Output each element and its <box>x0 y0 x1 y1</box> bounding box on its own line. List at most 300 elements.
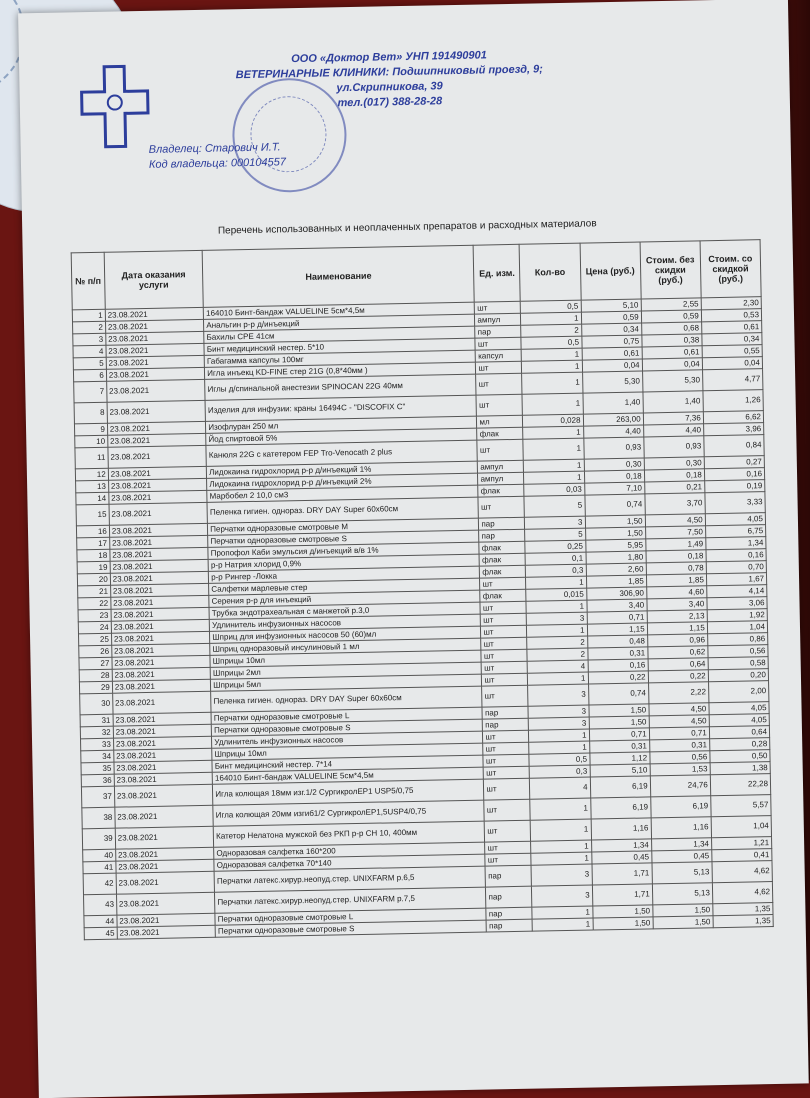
col-number-cell: 32 <box>80 726 113 739</box>
col-name-cell: Шприцы 10мл <box>210 650 481 667</box>
col-cost-discount-cell: 0,16 <box>704 468 764 481</box>
col-quantity-cell: 5 <box>524 495 585 517</box>
col-cost-discount-cell: 4,05 <box>709 702 769 715</box>
col-unit-cell: пар <box>483 718 529 731</box>
col-unit-cell: шт <box>477 439 523 461</box>
col-number-cell: 31 <box>80 714 113 727</box>
document-title: Перечень использованных и неоплаченных препаратов и расходных материалов <box>217 218 597 237</box>
col-name-cell: Перчатки латекс.хирур.неопуд.стер. UNIXFARM р.6,5 <box>214 866 486 892</box>
col-date-cell: 23.08.2021 <box>112 643 211 657</box>
col-date-cell: 23.08.2021 <box>108 478 207 492</box>
col-cost-discount-cell: 2,30 <box>701 297 761 310</box>
col-cost-discount-cell: 4,05 <box>705 513 765 526</box>
col-unit-cell: флак <box>478 484 524 497</box>
col-date-cell: 23.08.2021 <box>115 826 214 849</box>
col-price-cell: 0,71 <box>587 611 647 624</box>
col-cost-discount-cell: 1,92 <box>707 609 767 622</box>
col-price-cell: 0,59 <box>581 311 641 324</box>
col-cost-no-discount-cell: 0,21 <box>644 481 704 494</box>
col-date-header: Дата оказания услуги <box>104 250 203 309</box>
col-date-cell: 23.08.2021 <box>112 655 211 669</box>
col-number-cell: 40 <box>83 849 116 862</box>
col-price-cell: 0,75 <box>581 335 641 348</box>
col-number-cell: 1 <box>72 309 105 322</box>
col-price-cell: 7,10 <box>584 482 644 495</box>
col-price-cell: 0,04 <box>582 359 642 372</box>
col-number-cell: 21 <box>78 585 111 598</box>
col-name-cell: Одноразовая салфетка 160*200 <box>214 842 485 859</box>
col-date-cell: 23.08.2021 <box>115 805 214 828</box>
col-quantity-cell: 1 <box>521 312 581 325</box>
col-price-cell: 6,19 <box>590 797 651 819</box>
col-price-cell: 263,00 <box>583 413 643 426</box>
col-cost-no-discount-cell: 0,59 <box>641 310 701 323</box>
col-price-cell: 1,34 <box>591 839 651 852</box>
col-cost-discount-cell: 0,84 <box>704 435 765 457</box>
col-quantity-cell: 0,028 <box>523 414 583 427</box>
col-date-cell: 23.08.2021 <box>106 343 205 357</box>
col-price-cell: 0,61 <box>582 347 642 360</box>
col-cost-discount-cell: 6,75 <box>705 525 765 538</box>
col-date-cell: 23.08.2021 <box>113 724 212 738</box>
col-cost-discount-cell: 1,35 <box>713 903 773 916</box>
col-price-cell: 1,71 <box>592 863 653 885</box>
col-number-cell: 5 <box>73 357 106 370</box>
col-number-cell: 36 <box>81 774 114 787</box>
col-number-cell: 15 <box>76 504 109 526</box>
col-price-cell: 5,30 <box>582 371 643 393</box>
col-quantity-cell: 1 <box>532 918 592 931</box>
col-cost-no-discount-header: Стоим. без скидки (руб.) <box>640 241 701 299</box>
col-cost-no-discount-cell: 1,49 <box>645 538 705 551</box>
col-date-cell: 23.08.2021 <box>117 913 216 927</box>
col-date-cell: 23.08.2021 <box>109 490 208 504</box>
col-name-cell: 164010 Бинт-бандаж VALUELINE 5см*4,5м <box>203 302 474 319</box>
col-quantity-cell: 4 <box>530 777 591 799</box>
col-unit-cell: мл <box>477 415 523 428</box>
col-unit-cell: шт <box>480 577 526 590</box>
col-cost-discount-cell: 3,06 <box>707 597 767 610</box>
col-unit-cell: шт <box>476 361 522 374</box>
col-number-cell: 20 <box>77 573 110 586</box>
col-cost-no-discount-cell: 5,13 <box>652 862 713 884</box>
col-name-cell: Удлинитель инфузионных насосов <box>212 731 483 748</box>
col-cost-discount-cell: 4,62 <box>712 861 773 883</box>
col-cost-no-discount-cell: 0,45 <box>651 850 711 863</box>
col-quantity-cell: 1 <box>529 741 589 754</box>
col-number-cell: 43 <box>84 894 117 916</box>
col-number-cell: 24 <box>78 621 111 634</box>
col-quantity-cell: 1 <box>526 576 586 589</box>
col-quantity-cell: 0,3 <box>526 564 586 577</box>
col-unit-cell: флак <box>480 565 526 578</box>
col-unit-cell: шт <box>482 661 528 674</box>
col-cost-no-discount-cell: 4,50 <box>649 703 709 716</box>
col-name-cell: Бахилы CPE 41см <box>204 326 475 343</box>
col-quantity-cell: 3 <box>527 612 587 625</box>
col-cost-no-discount-cell: 1,34 <box>651 838 711 851</box>
col-date-cell: 23.08.2021 <box>116 871 215 894</box>
col-price-cell: 2,60 <box>586 563 646 576</box>
col-date-cell: 23.08.2021 <box>107 400 206 423</box>
col-unit-cell: шт <box>476 373 522 395</box>
col-quantity-cell: 1 <box>531 852 591 865</box>
col-quantity-cell: 0,03 <box>524 483 584 496</box>
col-number-cell: 38 <box>82 807 115 829</box>
col-date-cell: 23.08.2021 <box>112 691 211 714</box>
col-name-cell: Трубка эндотрахеальная с манжетой р.3,0 <box>209 602 480 619</box>
col-unit-cell: шт <box>475 337 521 350</box>
col-cost-discount-cell: 1,04 <box>711 816 772 838</box>
col-unit-cell: ампул <box>478 460 524 473</box>
col-number-cell: 30 <box>80 693 113 715</box>
col-unit-cell: шт <box>482 673 528 686</box>
col-cost-discount-cell: 0,16 <box>706 549 766 562</box>
col-quantity-cell: 1 <box>528 672 588 685</box>
col-date-cell: 23.08.2021 <box>109 502 208 525</box>
col-name-cell: Перчатки одноразовые смотровые L <box>215 908 486 925</box>
col-price-cell: 5,95 <box>585 539 645 552</box>
col-price-cell: 1,85 <box>586 575 646 588</box>
col-cost-no-discount-cell: 24,76 <box>650 775 711 797</box>
col-price-cell: 0,71 <box>589 728 649 741</box>
col-price-cell: 0,16 <box>588 659 648 672</box>
col-cost-no-discount-cell: 4,40 <box>643 424 703 437</box>
col-date-cell: 23.08.2021 <box>112 679 211 693</box>
col-date-cell: 23.08.2021 <box>106 331 205 345</box>
col-cost-discount-cell: 0,34 <box>702 333 762 346</box>
col-price-cell: 1,40 <box>582 392 643 414</box>
col-number-cell: 27 <box>79 657 112 670</box>
col-price-cell: 0,74 <box>584 494 645 516</box>
col-unit-cell: пар <box>485 865 531 887</box>
col-quantity-cell: 3 <box>528 705 588 718</box>
col-date-cell: 23.08.2021 <box>116 859 215 873</box>
col-name-cell: Шприц одноразовый инсулиновый 1 мл <box>210 638 481 655</box>
col-cost-no-discount-cell: 0,22 <box>648 670 708 683</box>
col-cost-no-discount-cell: 0,30 <box>644 457 704 470</box>
col-price-cell: 0,31 <box>587 647 647 660</box>
col-date-cell: 23.08.2021 <box>107 433 206 447</box>
col-cost-discount-cell: 0,50 <box>710 750 770 763</box>
col-quantity-cell: 1 <box>522 360 582 373</box>
col-price-cell: 6,19 <box>590 776 651 798</box>
col-unit-cell: пар <box>479 529 525 542</box>
col-cost-no-discount-cell: 2,55 <box>641 298 701 311</box>
col-cost-discount-cell: 0,19 <box>704 480 764 493</box>
col-cost-no-discount-cell: 3,70 <box>645 493 706 515</box>
col-unit-cell: шт <box>481 613 527 626</box>
col-unit-cell: шт <box>481 637 527 650</box>
col-name-header: Наименование <box>202 245 474 307</box>
col-date-cell: 23.08.2021 <box>110 547 209 561</box>
col-number-cell: 12 <box>75 468 108 481</box>
clinic-header <box>169 46 610 114</box>
col-date-cell: 23.08.2021 <box>105 319 204 333</box>
col-cost-discount-cell: 3,96 <box>703 423 763 436</box>
col-cost-no-discount-cell: 0,18 <box>644 469 704 482</box>
col-cost-discount-cell: 4,62 <box>712 882 773 904</box>
col-cost-discount-cell: 4,05 <box>709 714 769 727</box>
col-price-cell: 5,10 <box>590 764 650 777</box>
col-quantity-cell: 0,5 <box>529 753 589 766</box>
col-name-cell: 164010 Бинт-бандаж VALUELINE 5см*4,5м <box>212 767 483 784</box>
col-quantity-header: Кол-во <box>519 243 580 301</box>
col-price-cell: 4,40 <box>583 425 643 438</box>
col-name-cell: Салфетки марлевые стер <box>209 578 480 595</box>
col-date-cell: 23.08.2021 <box>110 583 209 597</box>
col-quantity-cell: 2 <box>527 636 587 649</box>
col-cost-discount-cell: 0,28 <box>709 738 769 751</box>
col-date-cell: 23.08.2021 <box>114 748 213 762</box>
col-name-cell: Шприцы 10мл <box>212 743 483 760</box>
col-name-cell: Пеленка гигиен. однораз. DRY DAY Super 60x60см <box>211 686 483 712</box>
col-date-cell: 23.08.2021 <box>110 571 209 585</box>
col-number-cell: 3 <box>73 333 106 346</box>
col-date-cell: 23.08.2021 <box>111 607 210 621</box>
col-cost-discount-cell: 0,41 <box>712 849 772 862</box>
col-price-cell: 306,90 <box>586 587 646 600</box>
col-date-cell: 23.08.2021 <box>114 772 213 786</box>
col-cost-discount-cell: 22,28 <box>710 774 771 796</box>
col-price-cell: 0,34 <box>581 323 641 336</box>
col-quantity-cell: 0,5 <box>521 300 581 313</box>
header-line-3: ул.Скрипникова, 39 <box>336 80 443 95</box>
col-cost-no-discount-cell: 0,78 <box>646 562 706 575</box>
col-price-header: Цена (руб.) <box>580 242 641 300</box>
col-quantity-cell: 3 <box>528 684 589 706</box>
col-name-cell: Пропофол Каби эмульсия д/инъекций в/в 1% <box>208 542 479 559</box>
col-cost-discount-cell: 3,33 <box>705 492 766 514</box>
col-cost-discount-cell: 6,62 <box>703 411 763 424</box>
col-cost-no-discount-cell: 0,71 <box>649 727 709 740</box>
col-price-cell: 1,50 <box>588 704 648 717</box>
col-cost-no-discount-cell: 1,16 <box>651 817 712 839</box>
col-unit-cell: пар <box>486 886 532 908</box>
clinic-cross-logo <box>79 61 151 152</box>
col-cost-discount-cell: 1,35 <box>713 915 773 928</box>
col-date-cell: 23.08.2021 <box>112 667 211 681</box>
col-name-cell: Изделия для инфузии: краны 16494С - "DISCOFIX C" <box>205 395 477 421</box>
col-name-cell: Перчатки одноразовые смотровые S <box>208 530 479 547</box>
col-quantity-cell: 2 <box>521 324 581 337</box>
col-unit-cell: шт <box>484 799 530 821</box>
col-price-cell: 1,15 <box>587 623 647 636</box>
col-date-cell: 23.08.2021 <box>111 631 210 645</box>
col-unit-cell: пар <box>475 325 521 338</box>
col-name-cell: Бинт медицинский нестер. 5*10 <box>204 338 475 355</box>
col-number-cell: 33 <box>81 738 114 751</box>
col-cost-no-discount-cell: 0,31 <box>649 739 709 752</box>
col-cost-no-discount-cell: 1,15 <box>647 622 707 635</box>
col-date-cell: 23.08.2021 <box>109 523 208 537</box>
col-cost-discount-cell: 1,26 <box>703 390 764 412</box>
col-quantity-cell: 1 <box>521 348 581 361</box>
col-unit-cell: шт <box>485 841 531 854</box>
col-cost-discount-cell: 0,04 <box>702 357 762 370</box>
col-name-cell: Шприцы 2мл <box>210 662 481 679</box>
col-cost-discount-cell: 5,57 <box>710 795 771 817</box>
col-cost-discount-cell: 4,77 <box>702 369 763 391</box>
col-quantity-cell: 2 <box>527 648 587 661</box>
col-price-cell: 1,50 <box>593 917 653 930</box>
col-unit-cell: шт <box>485 853 531 866</box>
col-quantity-cell: 1 <box>523 426 583 439</box>
col-quantity-cell: 1 <box>529 729 589 742</box>
col-quantity-cell: 1 <box>527 624 587 637</box>
col-cost-discount-cell: 0,56 <box>708 645 768 658</box>
col-cost-no-discount-cell: 0,38 <box>642 334 702 347</box>
col-number-cell: 10 <box>75 435 108 448</box>
header-line-4: тел.(017) 388-28-28 <box>337 95 443 110</box>
col-name-cell: Перчатки одноразовые смотровые М <box>208 518 479 535</box>
col-quantity-cell: 3 <box>532 885 593 907</box>
col-name-cell: Перчатки одноразовые смотровые S <box>215 920 486 937</box>
col-date-cell: 23.08.2021 <box>107 421 206 435</box>
col-unit-cell: шт <box>483 754 529 767</box>
col-quantity-cell: 5 <box>525 528 585 541</box>
col-unit-cell: пар <box>487 919 533 932</box>
col-name-cell: Перчатки одноразовые смотровые L <box>211 707 482 724</box>
col-name-cell: Шприцы 5мл <box>211 674 482 691</box>
col-cost-no-discount-cell: 7,36 <box>643 412 703 425</box>
col-number-cell: 11 <box>75 447 108 469</box>
col-quantity-cell: 1 <box>531 840 591 853</box>
col-quantity-cell: 0,25 <box>525 540 585 553</box>
col-cost-no-discount-cell: 0,62 <box>647 646 707 659</box>
col-quantity-cell: 3 <box>525 516 585 529</box>
col-unit-cell: шт <box>484 766 530 779</box>
col-name-cell: Иглы д/спинальной анестезии SPINOCAN 22G 40мм <box>205 374 477 400</box>
col-cost-no-discount-cell: 4,60 <box>646 586 706 599</box>
col-price-cell: 0,93 <box>583 437 644 459</box>
col-unit-cell: шт <box>482 685 528 707</box>
col-unit-cell: ампул <box>478 472 524 485</box>
col-unit-cell: флак <box>477 427 523 440</box>
col-quantity-cell: 4 <box>527 660 587 673</box>
col-unit-cell: шт <box>480 601 526 614</box>
col-unit-cell: шт <box>481 649 527 662</box>
col-price-cell: 1,80 <box>586 551 646 564</box>
col-cost-discount-cell: 1,34 <box>706 537 766 550</box>
col-date-cell: 23.08.2021 <box>115 847 214 861</box>
col-price-cell: 1,12 <box>589 752 649 765</box>
owner-info <box>149 140 287 173</box>
col-number-cell: 22 <box>78 597 111 610</box>
col-unit-cell: шт <box>478 496 524 518</box>
col-name-cell: Йод спиртовой 5% <box>206 428 477 445</box>
col-unit-cell: пар <box>486 907 532 920</box>
col-number-cell: 41 <box>83 861 116 874</box>
col-cost-discount-cell: 1,38 <box>710 762 770 775</box>
col-name-cell: Марбобел 2 10,0 см3 <box>207 485 478 502</box>
col-cost-no-discount-cell: 1,50 <box>652 904 712 917</box>
col-number-cell: 25 <box>78 633 111 646</box>
col-unit-cell: шт <box>483 730 529 743</box>
col-cost-no-discount-cell: 0,18 <box>646 550 706 563</box>
col-cost-discount-cell: 0,86 <box>707 633 767 646</box>
col-cost-no-discount-cell: 5,13 <box>652 883 713 905</box>
col-quantity-cell: 0,015 <box>526 588 586 601</box>
col-unit-cell: пар <box>479 517 525 530</box>
col-cost-no-discount-cell: 0,68 <box>641 322 701 335</box>
col-price-cell: 1,50 <box>592 905 652 918</box>
col-name-cell: Лидокаина гидрохлорид р-р д/инъекций 1% <box>207 461 478 478</box>
col-cost-no-discount-cell: 1,53 <box>650 763 710 776</box>
col-cost-discount-cell: 2,00 <box>708 681 769 703</box>
col-number-cell: 23 <box>78 609 111 622</box>
col-cost-no-discount-cell: 2,22 <box>648 682 709 704</box>
col-cost-discount-cell: 0,61 <box>701 321 761 334</box>
col-name-cell: Шприц для инфузионных насосов 50 (60)мл <box>210 626 481 643</box>
col-date-cell: 23.08.2021 <box>108 445 207 468</box>
col-date-cell: 23.08.2021 <box>114 760 213 774</box>
col-number-cell: 28 <box>79 669 112 682</box>
col-date-cell: 23.08.2021 <box>116 892 215 915</box>
col-number-cell: 35 <box>81 762 114 775</box>
col-date-cell: 23.08.2021 <box>111 619 210 633</box>
col-cost-no-discount-cell: 7,50 <box>645 526 705 539</box>
col-name-cell: Игла колющая 18мм изг.1/2 СургикролEP1 USP5/0,75 <box>213 779 485 805</box>
col-cost-no-discount-cell: 0,04 <box>642 358 702 371</box>
col-number-cell: 29 <box>79 681 112 694</box>
col-quantity-cell: 1 <box>531 819 592 841</box>
col-name-cell: Перчатки латекс.хирур.неопуд.стер. UNIXFARM р.7,5 <box>215 887 487 913</box>
col-quantity-cell: 0,3 <box>529 765 589 778</box>
col-number-cell: 9 <box>74 423 107 436</box>
col-cost-no-discount-cell: 4,50 <box>645 514 705 527</box>
col-cost-no-discount-cell: 4,50 <box>649 715 709 728</box>
col-unit-cell: шт <box>484 778 530 800</box>
col-cost-no-discount-cell: 2,13 <box>647 610 707 623</box>
col-quantity-cell: 3 <box>529 717 589 730</box>
col-cost-no-discount-cell: 3,40 <box>647 598 707 611</box>
col-name-cell: Бинт медицинский нестер. 7*14 <box>212 755 483 772</box>
col-number-cell: 26 <box>79 645 112 658</box>
col-unit-cell: флак <box>480 589 526 602</box>
col-name-cell: Игла колющая 20мм изгиб1/2 СургикролEP1,5USP4/0,75 <box>213 800 485 826</box>
col-unit-cell: шт <box>476 394 522 416</box>
col-price-cell: 3,40 <box>586 599 646 612</box>
col-price-cell: 1,50 <box>585 527 645 540</box>
col-price-cell: 0,30 <box>584 458 644 471</box>
col-date-cell: 23.08.2021 <box>106 379 205 402</box>
col-cost-no-discount-cell: 1,40 <box>643 391 704 413</box>
col-date-cell: 23.08.2021 <box>106 355 205 369</box>
col-price-cell: 0,45 <box>591 851 651 864</box>
col-cost-discount-cell: 1,04 <box>707 621 767 634</box>
col-date-cell: 23.08.2021 <box>110 559 209 573</box>
col-quantity-cell: 0,5 <box>521 336 581 349</box>
col-number-cell: 18 <box>77 549 110 562</box>
col-date-cell: 23.08.2021 <box>105 307 204 321</box>
col-cost-discount-cell: 0,27 <box>704 456 764 469</box>
col-number-cell: 4 <box>73 345 106 358</box>
col-cost-no-discount-cell: 1,85 <box>646 574 706 587</box>
col-cost-no-discount-cell: 6,19 <box>650 796 711 818</box>
col-cost-no-discount-cell: 5,30 <box>642 370 703 392</box>
col-number-cell: 14 <box>76 492 109 505</box>
col-cost-discount-cell: 0,55 <box>702 345 762 358</box>
col-quantity-cell: 1 <box>524 459 584 472</box>
col-cost-discount-cell: 0,70 <box>706 561 766 574</box>
col-cost-discount-cell: 1,67 <box>706 573 766 586</box>
col-date-cell: 23.08.2021 <box>113 712 212 726</box>
col-unit-cell: шт <box>485 820 531 842</box>
col-name-cell: Удлинитель инфузионных насосов <box>209 614 480 631</box>
col-cost-no-discount-cell: 0,96 <box>647 634 707 647</box>
col-quantity-cell: 1 <box>522 393 583 415</box>
